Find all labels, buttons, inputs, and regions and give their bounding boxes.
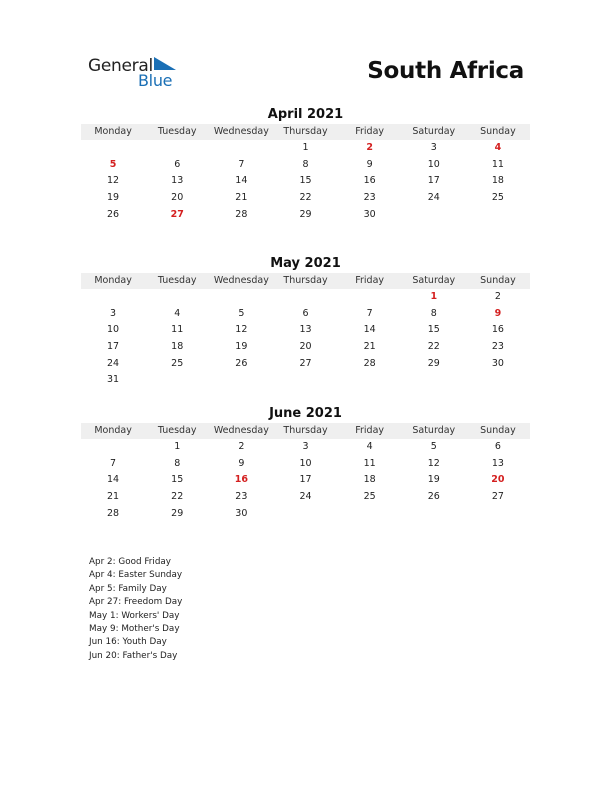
day-cell: 15 xyxy=(171,474,184,486)
day-cell: 25 xyxy=(363,491,376,503)
day-cell: 24 xyxy=(107,357,120,369)
month-april xyxy=(81,107,530,223)
day-cell: 23 xyxy=(235,491,248,503)
empty-day-cell xyxy=(209,372,273,389)
weekday-label: Thursday xyxy=(283,425,328,436)
day-cell: 27 xyxy=(491,491,504,503)
day-cell: 16 xyxy=(491,324,504,336)
day-cell: 2 xyxy=(494,291,501,302)
day-cell: 19 xyxy=(107,192,120,204)
day-cell: 9 xyxy=(238,457,245,469)
week-row xyxy=(81,289,530,306)
day-cell: 23 xyxy=(363,192,376,204)
week-row xyxy=(81,157,530,174)
holiday-day-cell: 9 xyxy=(494,307,502,319)
empty-day-cell xyxy=(81,439,145,456)
week-row xyxy=(81,322,530,339)
day-cell: 29 xyxy=(299,208,312,220)
empty-day-cell xyxy=(466,506,530,523)
week-row xyxy=(81,339,530,356)
empty-day-cell xyxy=(466,207,530,224)
day-cell: 1 xyxy=(174,441,181,452)
day-cell: 3 xyxy=(430,142,437,153)
empty-day-cell xyxy=(81,289,145,306)
day-cell: 3 xyxy=(302,441,309,452)
week-row xyxy=(81,506,530,523)
day-cell: 14 xyxy=(363,324,376,336)
month-grid xyxy=(81,439,530,522)
day-cell: 10 xyxy=(299,457,312,469)
holiday-list-item: Jun 16: Youth Day xyxy=(89,637,167,648)
weekday-label: Wednesday xyxy=(213,126,269,137)
day-cell: 25 xyxy=(491,192,504,204)
week-row xyxy=(81,489,530,506)
holiday-day-cell: 20 xyxy=(491,474,505,486)
holiday-day-cell: 2 xyxy=(366,142,373,153)
empty-day-cell xyxy=(338,289,402,306)
day-cell: 12 xyxy=(427,457,440,469)
weekday-label: Friday xyxy=(355,275,385,286)
day-cell: 9 xyxy=(366,158,373,170)
day-cell: 24 xyxy=(427,192,440,204)
day-cell: 20 xyxy=(171,192,184,204)
day-cell: 3 xyxy=(110,307,117,319)
empty-day-cell xyxy=(81,140,145,157)
day-cell: 19 xyxy=(427,474,440,486)
holiday-list-item: Apr 5: Family Day xyxy=(89,583,167,594)
day-cell: 18 xyxy=(491,175,504,187)
empty-day-cell xyxy=(273,372,337,389)
weekday-label: Monday xyxy=(94,425,132,436)
day-cell: 14 xyxy=(235,175,248,187)
day-cell: 31 xyxy=(107,374,120,386)
day-cell: 17 xyxy=(107,341,120,353)
day-cell: 7 xyxy=(110,457,117,469)
day-cell: 8 xyxy=(174,457,181,469)
day-cell: 29 xyxy=(171,507,184,519)
day-cell: 28 xyxy=(363,357,376,369)
empty-day-cell xyxy=(402,207,466,224)
day-cell: 18 xyxy=(171,341,184,353)
day-cell: 18 xyxy=(363,474,376,486)
day-cell: 25 xyxy=(171,357,184,369)
week-row xyxy=(81,306,530,323)
day-cell: 26 xyxy=(107,208,120,220)
week-row xyxy=(81,456,530,473)
empty-day-cell xyxy=(273,506,337,523)
weekday-label: Monday xyxy=(94,126,132,137)
week-row xyxy=(81,140,530,157)
weekday-label: Tuesday xyxy=(157,126,197,137)
day-cell: 12 xyxy=(235,324,248,336)
day-cell: 30 xyxy=(363,208,376,220)
month-title: May 2021 xyxy=(270,256,341,271)
empty-day-cell xyxy=(402,506,466,523)
day-cell: 10 xyxy=(427,158,440,170)
holiday-day-cell: 5 xyxy=(109,158,117,170)
holiday-day-cell: 27 xyxy=(170,208,184,220)
holiday-list-item: Apr 2: Good Friday xyxy=(89,557,171,567)
holiday-day-cell: 16 xyxy=(234,474,248,486)
day-cell: 28 xyxy=(235,208,248,220)
day-cell: 22 xyxy=(427,341,440,353)
day-cell: 22 xyxy=(299,192,312,204)
day-cell: 27 xyxy=(299,357,312,369)
day-cell: 13 xyxy=(171,175,184,187)
weekday-label: Tuesday xyxy=(157,275,197,286)
weekday-header xyxy=(81,124,530,140)
day-cell: 21 xyxy=(363,341,376,353)
empty-day-cell xyxy=(145,140,209,157)
day-cell: 17 xyxy=(427,175,440,187)
weekday-label: Friday xyxy=(355,126,385,137)
weekday-label: Sunday xyxy=(480,275,516,286)
day-cell: 30 xyxy=(491,357,504,369)
day-cell: 12 xyxy=(107,175,120,187)
empty-day-cell xyxy=(209,140,273,157)
day-cell: 17 xyxy=(299,474,312,486)
empty-day-cell xyxy=(209,289,273,306)
day-cell: 6 xyxy=(174,158,181,170)
weekday-label: Sunday xyxy=(480,126,516,137)
week-row xyxy=(81,190,530,207)
holiday-day-cell: 4 xyxy=(494,142,502,153)
day-cell: 19 xyxy=(235,341,248,353)
day-cell: 21 xyxy=(235,192,248,204)
weekday-label: Wednesday xyxy=(213,275,269,286)
holiday-list-item: Apr 4: Easter Sunday xyxy=(89,570,183,581)
day-cell: 7 xyxy=(238,158,245,170)
day-cell: 6 xyxy=(494,441,501,452)
weekday-label: Saturday xyxy=(412,126,456,137)
empty-day-cell xyxy=(338,372,402,389)
day-cell: 30 xyxy=(235,507,248,519)
day-cell: 4 xyxy=(366,441,373,452)
month-grid xyxy=(81,289,530,389)
weekday-label: Saturday xyxy=(412,275,456,286)
week-row xyxy=(81,372,530,389)
weekday-label: Friday xyxy=(355,425,385,436)
day-cell: 15 xyxy=(299,175,312,187)
holiday-list-item: May 1: Workers' Day xyxy=(89,610,180,621)
month-title: June 2021 xyxy=(269,406,342,421)
empty-day-cell xyxy=(466,372,530,389)
day-cell: 26 xyxy=(427,491,440,503)
day-cell: 16 xyxy=(363,175,376,187)
day-cell: 23 xyxy=(491,341,504,353)
day-cell: 1 xyxy=(302,142,309,153)
day-cell: 14 xyxy=(107,474,120,486)
day-cell: 22 xyxy=(171,491,184,503)
empty-day-cell xyxy=(145,372,209,389)
empty-day-cell xyxy=(273,289,337,306)
week-row xyxy=(81,173,530,190)
empty-day-cell xyxy=(402,372,466,389)
day-cell: 2 xyxy=(238,441,245,452)
day-cell: 21 xyxy=(107,491,120,503)
day-cell: 28 xyxy=(107,507,120,519)
week-row xyxy=(81,439,530,456)
day-cell: 8 xyxy=(302,158,309,170)
day-cell: 13 xyxy=(299,324,312,336)
holiday-list-item: May 9: Mother's Day xyxy=(89,624,180,635)
logo-triangle-icon xyxy=(154,57,176,70)
holiday-list-item: Jun 20: Father's Day xyxy=(89,650,178,661)
week-row xyxy=(81,356,530,373)
logo-text-general: General xyxy=(88,56,153,76)
week-row xyxy=(81,207,530,224)
day-cell: 26 xyxy=(235,357,248,369)
weekday-label: Tuesday xyxy=(157,425,197,436)
month-title: April 2021 xyxy=(267,107,344,122)
day-cell: 4 xyxy=(174,307,181,319)
weekday-label: Monday xyxy=(94,275,132,286)
day-cell: 7 xyxy=(366,307,373,319)
weekday-label: Sunday xyxy=(480,425,516,436)
day-cell: 24 xyxy=(299,491,312,503)
month-may xyxy=(81,256,530,389)
weekday-label: Wednesday xyxy=(213,425,269,436)
generalblue-logo xyxy=(88,56,198,92)
day-cell: 20 xyxy=(299,341,312,353)
week-row xyxy=(81,472,530,489)
day-cell: 6 xyxy=(302,307,309,319)
day-cell: 11 xyxy=(363,457,376,469)
empty-day-cell xyxy=(338,506,402,523)
weekday-label: Saturday xyxy=(412,425,456,436)
holiday-list xyxy=(89,556,182,663)
day-cell: 13 xyxy=(491,457,504,469)
day-cell: 8 xyxy=(430,307,437,319)
day-cell: 11 xyxy=(171,324,184,336)
day-cell: 29 xyxy=(427,357,440,369)
weekday-header xyxy=(81,273,530,289)
weekday-label: Thursday xyxy=(283,126,328,137)
logo-text-blue: Blue xyxy=(138,71,173,90)
day-cell: 10 xyxy=(107,324,120,336)
month-grid xyxy=(81,140,530,223)
country-title: South Africa xyxy=(367,58,524,84)
month-june xyxy=(81,406,530,522)
day-cell: 5 xyxy=(238,307,245,319)
empty-day-cell xyxy=(145,289,209,306)
day-cell: 15 xyxy=(427,324,440,336)
weekday-label: Thursday xyxy=(283,275,328,286)
day-cell: 11 xyxy=(491,158,504,170)
day-cell: 5 xyxy=(430,441,437,452)
weekday-header xyxy=(81,423,530,439)
holiday-day-cell: 1 xyxy=(430,291,438,302)
holiday-list-item: Apr 27: Freedom Day xyxy=(89,597,183,608)
